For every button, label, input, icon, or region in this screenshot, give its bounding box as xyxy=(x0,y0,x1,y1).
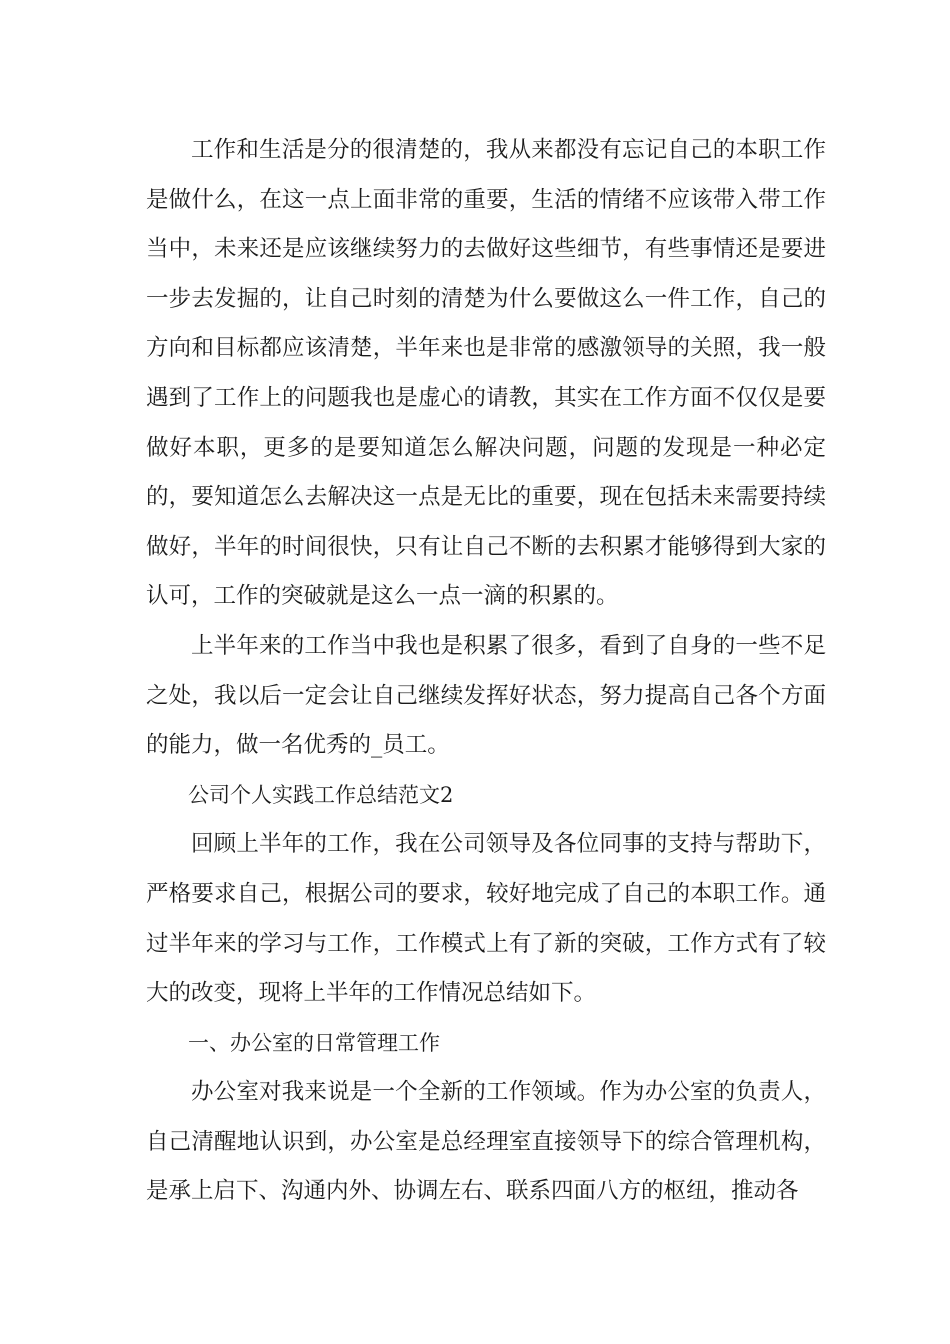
section-title: 公司个人实践工作总结范文2 xyxy=(188,782,454,807)
paragraph-work-life: 工作和生活是分的很清楚的，我从来都没有忘记自己的本职工作是做什么，在这一点上面非常的重要，生活的情绪不应该带入带工作当中，未来还是应该继续努力的去做好这些细节，有些事情还是要进一步去发掘的，让自己时刻的清楚为什么要做这么一件工作，自己的方向和目标都应该清楚，半年来也是非常的感激领导的关照，我一般遇到了工作上的问题我也是虚心的请教，其实在工作方面不仅仅是要做好本职，更多的是要知道怎么解决问题，问题的发现是一种必定的，要知道怎么去解决这一点是无比的重要，现在包括未来需要持续做好，半年的时间很快，只有让自己不断的去积累才能够得到大家的认可，工作的突破就是这么一点一滴的积累的。 xyxy=(146,137,826,610)
paragraph-first-half-summary: 上半年来的工作当中我也是积累了很多，看到了自身的一些不足之处，我以后一定会让自己继续发挥好状态，努力提高自己各个方面的能力，做一名优秀的_员工。 xyxy=(146,632,826,759)
paragraph-review: 回顾上半年的工作，我在公司领导及各位同事的支持与帮助下，严格要求自己，根据公司的要求，较好地完成了自己的本职工作。通过半年来的学习与工作，工作模式上有了新的突破，工作方式有了较大的改变，现将上半年的工作情况总结如下。 xyxy=(146,831,826,1007)
subheading-office-management: 一、办公室的日常管理工作 xyxy=(188,1030,440,1055)
paragraph-office: 办公室对我来说是一个全新的工作领域。作为办公室的负责人，自己清醒地认识到，办公室是总经理室直接领导下的综合管理机构，是承上启下、沟通内外、协调左右、联系四面八方的枢纽，推动各 xyxy=(146,1079,826,1205)
document-body xyxy=(146,126,826,1217)
